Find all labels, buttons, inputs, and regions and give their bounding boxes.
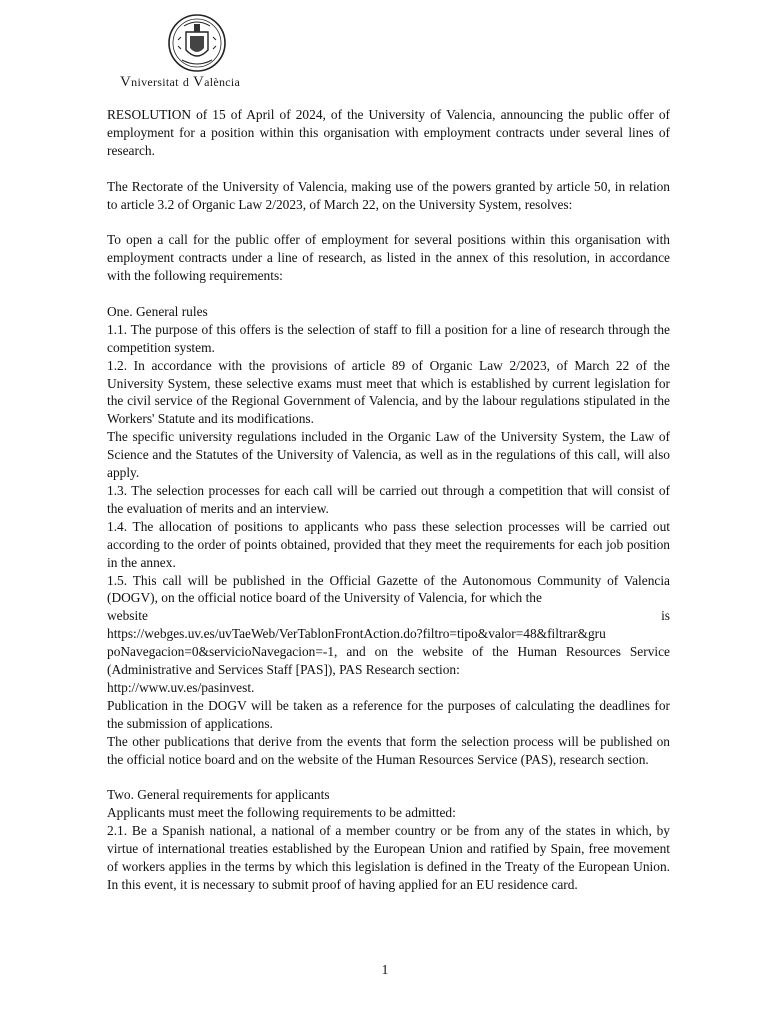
university-seal-icon — [168, 12, 226, 74]
paragraph-1-1: 1.1. The purpose of this offers is the selection of staff to fill a position for a line of research through the competition system. — [107, 321, 670, 355]
open-call-paragraph: To open a call for the public offer of employment for several positions within this organisation with employment contracts under a line of research, as listed in the annex of this resolution, in accordance with the following requirements: — [107, 232, 670, 284]
paragraph-1-5: 1.5. This call will be published in the Official Gazette of the Autonomous Community of Valencia (DOGV), on the official notice board of the University of Valencia, for which the — [107, 572, 670, 606]
paragraph-1-2: 1.2. In accordance with the provisions of article 89 of Organic Law 2/2023, of March 22 of the University System, these selective exams must meet that which is established by current legislation for the civil service of the Regional Government of Valencia, and by the labour regulations stipulated in the Workers' Statute and its modifications. — [107, 357, 670, 427]
section-two-heading: Two. General requirements for applicants — [107, 787, 330, 803]
university-logo — [120, 12, 280, 96]
publication-paragraph: Publication in the DOGV will be taken as a reference for the purposes of calculating the deadlines for the submission of applications. — [107, 697, 670, 731]
website-line: website is — [107, 608, 670, 624]
notice-board-url[interactable]: https://webges.uv.es/uvTaeWeb/VerTablonFrontAction.do?filtro=tipo&valor=48&filtrar&gru — [107, 626, 606, 642]
section-one-heading: One. General rules — [107, 303, 208, 319]
pas-research-url[interactable]: http://www.uv.es/pasinvest. — [107, 679, 255, 695]
rectorate-paragraph: The Rectorate of the University of Valencia, making use of the powers granted by article 50, in relation to article 3.2 of Organic Law 2/2023, of March 22, on the University System, resolves: — [107, 178, 670, 212]
paragraph-1-3: 1.3. The selection processes for each call will be carried out through a competition that will consist of the evaluation of merits and an interview. — [107, 482, 670, 516]
other-publications-paragraph: The other publications that derive from the events that form the selection process will be published on the official notice board and on the website of the Human Resources Service (PAS), research section. — [107, 733, 670, 767]
paragraph-2-1: 2.1. Be a Spanish national, a national of a member country or be from any of the states in which, by virtue of international treaties established by the European Union and ratified by Spain, free movement of workers applies in the terms by which this legislation is defined in the Treaty of the European Union. In this event, it is necessary to submit proof of having applied for an EU residence card. — [107, 823, 670, 892]
paragraph-1-2-b: The specific university regulations included in the Organic Law of the University System, the Law of Science and the Statutes of the University of Valencia, as well as in the regulations of this call, will also apply. — [107, 429, 670, 481]
paragraph-1-5-b: poNavegacion=0&servicioNavegacion=-1, and on the website of the Human Resources Service (Administrative and Services Staff [PAS]), PAS Research section: — [107, 644, 670, 678]
paragraph-1-4: 1.4. The allocation of positions to applicants who pass these selection processes will be carried out according to the order of points obtained, provided that they meet the requirements for each job position in the annex. — [107, 518, 670, 570]
document-body — [107, 106, 670, 894]
resolution-title: RESOLUTION of 15 of April of 2024, of the University of Valencia, announcing the public offer of employment for a position within this organisation with employment contracts under several lines of research. — [107, 107, 670, 158]
page-number: 1 — [381, 962, 389, 977]
section-two-intro: Applicants must meet the following requirements to be admitted: — [107, 805, 456, 821]
university-name: Vniversitat d València — [120, 74, 241, 90]
